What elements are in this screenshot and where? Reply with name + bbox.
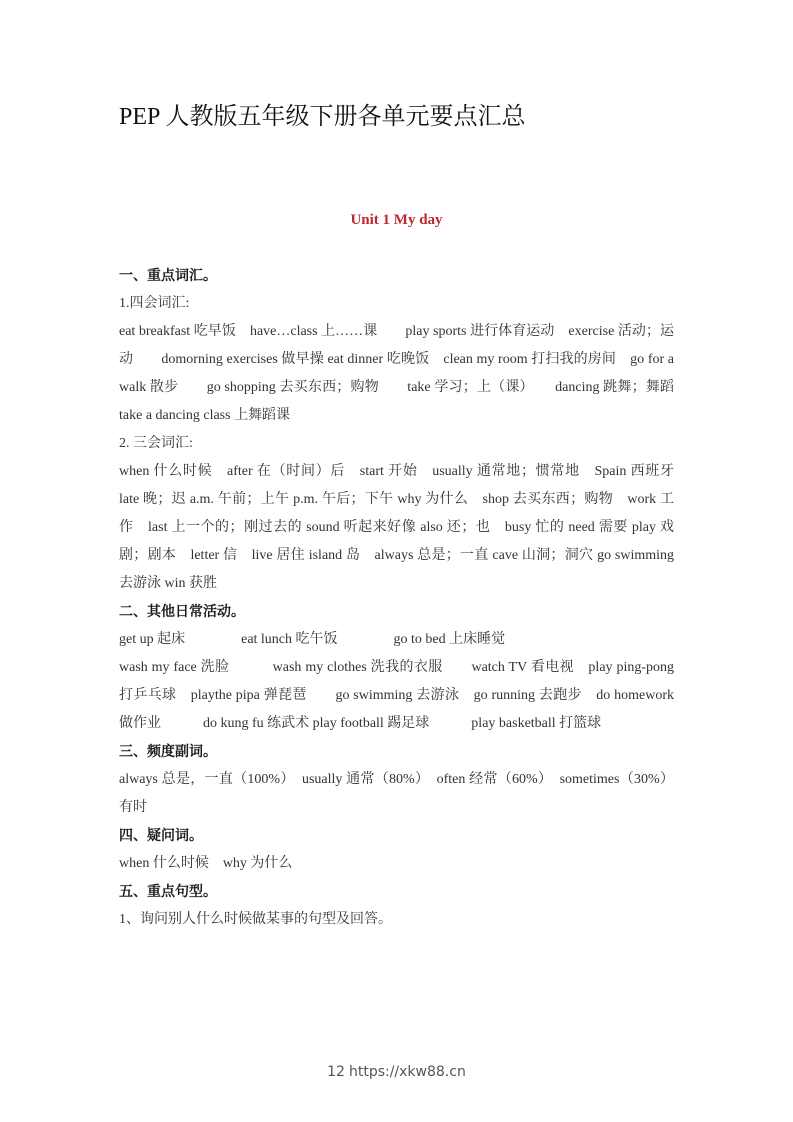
daily-activities-line-2: wash my face 洗脸 wash my clothes 洗我的衣服 watch TV 看电视 play ping-pong 打乒乓球 playthe pipa 弹琵琶 go swimming 去游泳 go running 去跑步 do homework 做作业 do kung fu 练武术 play football 踢足球 play basketball 打篮球: [119, 660, 674, 731]
section-heading-daily-activities: 二、其他日常活动。: [119, 604, 245, 620]
document-body: [119, 262, 702, 934]
key-sentences-item-1: 1、询问别人什么时候做某事的句型及回答。: [119, 912, 392, 927]
footer-url[interactable]: https://xkw88.cn: [348, 1064, 466, 1080]
section-heading-key-sentences: 五、重点句型。: [119, 884, 217, 900]
daily-activities-line-1: get up 起床 eat lunch 吃午饭 go to bed 上床睡觉: [119, 632, 506, 647]
section-heading-frequency-adverbs: 三、频度副词。: [119, 744, 217, 760]
frequency-adverbs-list: always 总是，一直（100%） usually 通常（80%） often 经常（60%） sometimes（30%）有时: [119, 772, 674, 815]
unit-title: Unit 1 My day: [350, 212, 443, 228]
three-skill-vocabulary-list: when 什么时候 after 在（时间）后 start 开始 usually 通常地；惯常地 Spain 西班牙 late 晚；迟 a.m. 午前；上午 p.m. 午后；下午 why 为什么 shop 去买东西；购物 work 工作 last 上一个的；刚过去的 sound 听起来好像 also 还；也 busy 忙的 need 需要 play 戏剧；剧本 letter 信 live 居住 island 岛 always 总是；一直 cave 山洞；洞穴 go swimming 去游泳 win 获胜: [119, 464, 688, 591]
four-skill-vocabulary-list: eat breakfast 吃早饭 have…class 上……课 play sports 进行体育运动 exercise 活动；运动 domorning exercises 做早操 eat dinner 吃晚饭 clean my room 打扫我的房间 go for a walk 散步 go shopping 去买东西；购物 take 学习；上（课） dancing 跳舞；舞蹈 take a dancing class 上舞蹈课: [119, 324, 702, 423]
subheading-four-skill-vocabulary: 1.四会词汇:: [119, 296, 190, 311]
subheading-three-skill-vocabulary: 2. 三会词汇:: [119, 436, 193, 451]
page-footer: [0, 1064, 793, 1080]
question-words-list: when 什么时候 why 为什么: [119, 856, 293, 871]
page-title: PEP 人教版五年级下册各单元要点汇总: [119, 104, 526, 130]
page-number: 12: [327, 1064, 345, 1080]
section-heading-key-vocabulary: 一、重点词汇。: [119, 268, 217, 284]
section-heading-question-words: 四、疑问词。: [119, 828, 203, 844]
